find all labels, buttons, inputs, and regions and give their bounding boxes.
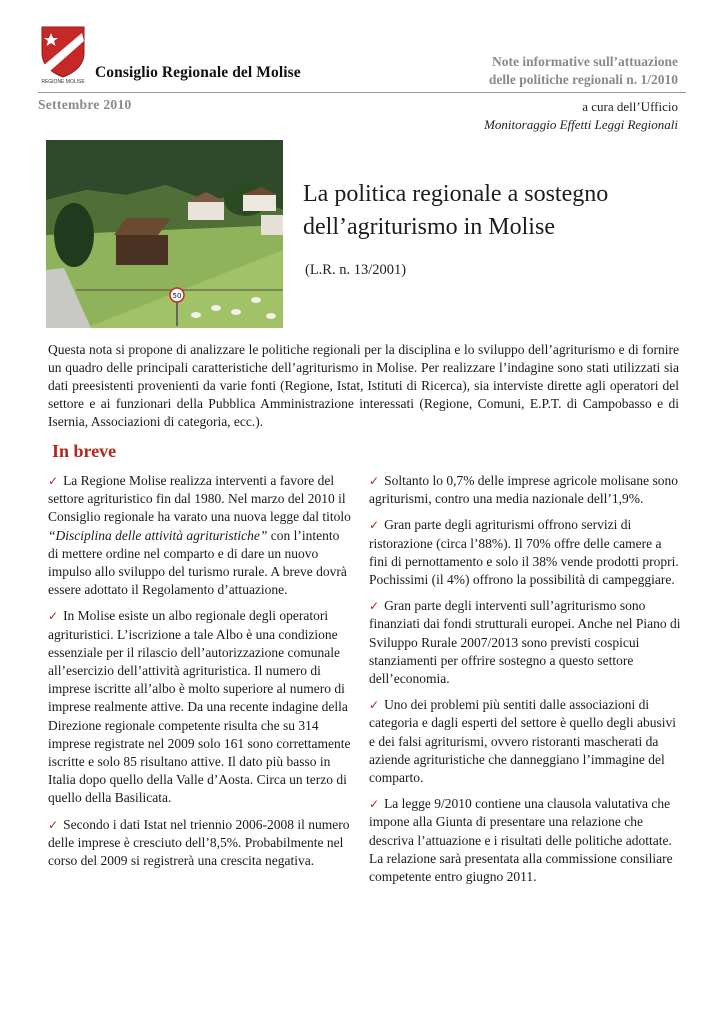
checkmark-icon: ✓ (369, 599, 380, 614)
summary-item (48, 472, 353, 599)
law-title-emphasis: “Disciplina delle attività agrituristiche” (48, 527, 268, 543)
summary-text: Gran parte degli interventi sull’agriturismo sono finanziati dai fondi strutturali europei. Anche nel Piano di Sviluppo Rurale 2007/2013 sono previsti cospicui stanziamenti per offrire sostegno a questo settore dell’economia. (369, 598, 681, 687)
header-divider (38, 92, 686, 93)
checkmark-icon: ✓ (48, 474, 59, 488)
section-title: In breve (52, 441, 117, 461)
left-column (48, 472, 353, 878)
intro-paragraph: Questa nota si propone di analizzare le politiche regionali per la disciplina e lo sviluppo dell’agriturismo e di fornire un quadro delle principali caratteristiche dell’agriturismo in Molise. Per realizzare l’indagine sono stati utilizzati sia dati preesistenti provenienti da varie fonti (Regione, Istat, Istituti di Ricerca), sia interviste dirette agli operatori del settore e ai funzionari della Pubblica Amministrazione interessati (Regione, Comuni, E.P.T. di Campobasso e di Isernia, Associazioni di categoria, ecc.). (48, 342, 679, 429)
curator-line-1: a cura dell’Ufficio (582, 99, 678, 114)
summary-item (369, 795, 681, 886)
checkmark-icon: ✓ (369, 698, 380, 713)
right-column (369, 472, 681, 894)
checkmark-icon: ✓ (48, 817, 59, 832)
checkmark-icon: ✓ (369, 474, 380, 488)
checkmark-icon: ✓ (48, 609, 59, 624)
curator (484, 98, 678, 134)
document-title (303, 178, 683, 244)
summary-text: Uno dei problemi più sentiti dalle associazioni di categoria e dagli esperti del settore è quello degli abusivi e dei falsi agriturismi, ovvero ristoranti mascherati da aziende agrituristiche che danneggiano l’immagine del comparto. (369, 697, 677, 786)
summary-item (48, 607, 353, 807)
title-line-2: dell’agriturismo in Molise (303, 214, 555, 240)
summary-item (369, 516, 681, 589)
logo-caption: REGIONE MOLISE (41, 79, 85, 85)
title-line-1: La politica regionale a sostegno (303, 181, 609, 207)
summary-text-cont: con l’intento di mettere ordine nel comparto e di dare un nuovo impulso allo sviluppo del turismo rurale. A breve dovrà essere adottato il Regolamento d’attuazione. (48, 527, 347, 598)
summary-item (48, 816, 353, 871)
note-series-title (489, 53, 678, 89)
org-name: Consiglio Regionale del Molise (95, 64, 301, 81)
summary-text: La Regione Molise realizza interventi a favore del settore agrituristico fin dal 1980. Nel marzo del 2010 il Consiglio regionale ha varato una nuova legge dal titolo (48, 473, 351, 525)
summary-text: In Molise esiste un albo regionale degli operatori agrituristici. L’iscrizione a tale Albo è una condizione essenziale per il rilascio dell’autorizzazione comunale all’esercizio dell’attività agrituristica. Il numero di imprese iscritte all’albo è molto superiore al numero di imprese realmente attive. Da una recente indagine della Direzione regionale competente risulta che su 314 imprese registrate nel 2009 solo 161 sono correttamente iscritte e solo 85 risultano attive. Il dato più basso in Italia dopo quello della Valle d’Aosta. Circa un terzo di quello della Basilicata. (48, 608, 351, 806)
summary-text: Soltanto lo 0,7% delle imprese agricole molisane sono agriturismi, contro una media nazionale dell’1,9%. (369, 473, 678, 507)
speed-limit-sign-text: 50 (172, 292, 182, 300)
agriturismo-landscape-photo (46, 140, 283, 328)
law-reference: (L.R. n. 13/2001) (305, 262, 407, 278)
summary-item (369, 597, 681, 688)
checkmark-icon: ✓ (369, 797, 380, 812)
checkmark-icon: ✓ (369, 518, 380, 533)
summary-text: Gran parte degli agriturismi offrono servizi di ristorazione (circa l’88%). Il 70% offre delle camere a fini di pernottamento e solo il 38% vende prodotti propri. Pochissimi (il 4%) offrono la possibilità di campeggiare. (369, 517, 679, 588)
regione-molise-logo (38, 25, 88, 85)
summary-text: La legge 9/2010 contiene una clausola valutativa che impone alla Giunta di presentare una relazione che descriva l’attuazione e i risultati delle politiche adottate. La relazione sarà presentata alla commissione consiliare competente entro giugno 2011. (369, 796, 673, 885)
summary-text: Secondo i dati Istat nel triennio 2006-2008 il numero delle imprese è cresciuto dell’8,5%. Probabilmente nel corso del 2009 si registrerà una crescita negativa. (48, 816, 350, 869)
note-title-line-1: Note informative sull’attuazione (492, 54, 678, 69)
curator-line-2: Monitoraggio Effetti Leggi Regionali (484, 117, 678, 132)
note-title-line-2: delle politiche regionali n. 1/2010 (488, 72, 678, 87)
summary-item (369, 696, 681, 787)
summary-item (369, 472, 681, 508)
publication-date: Settembre 2010 (38, 97, 132, 112)
